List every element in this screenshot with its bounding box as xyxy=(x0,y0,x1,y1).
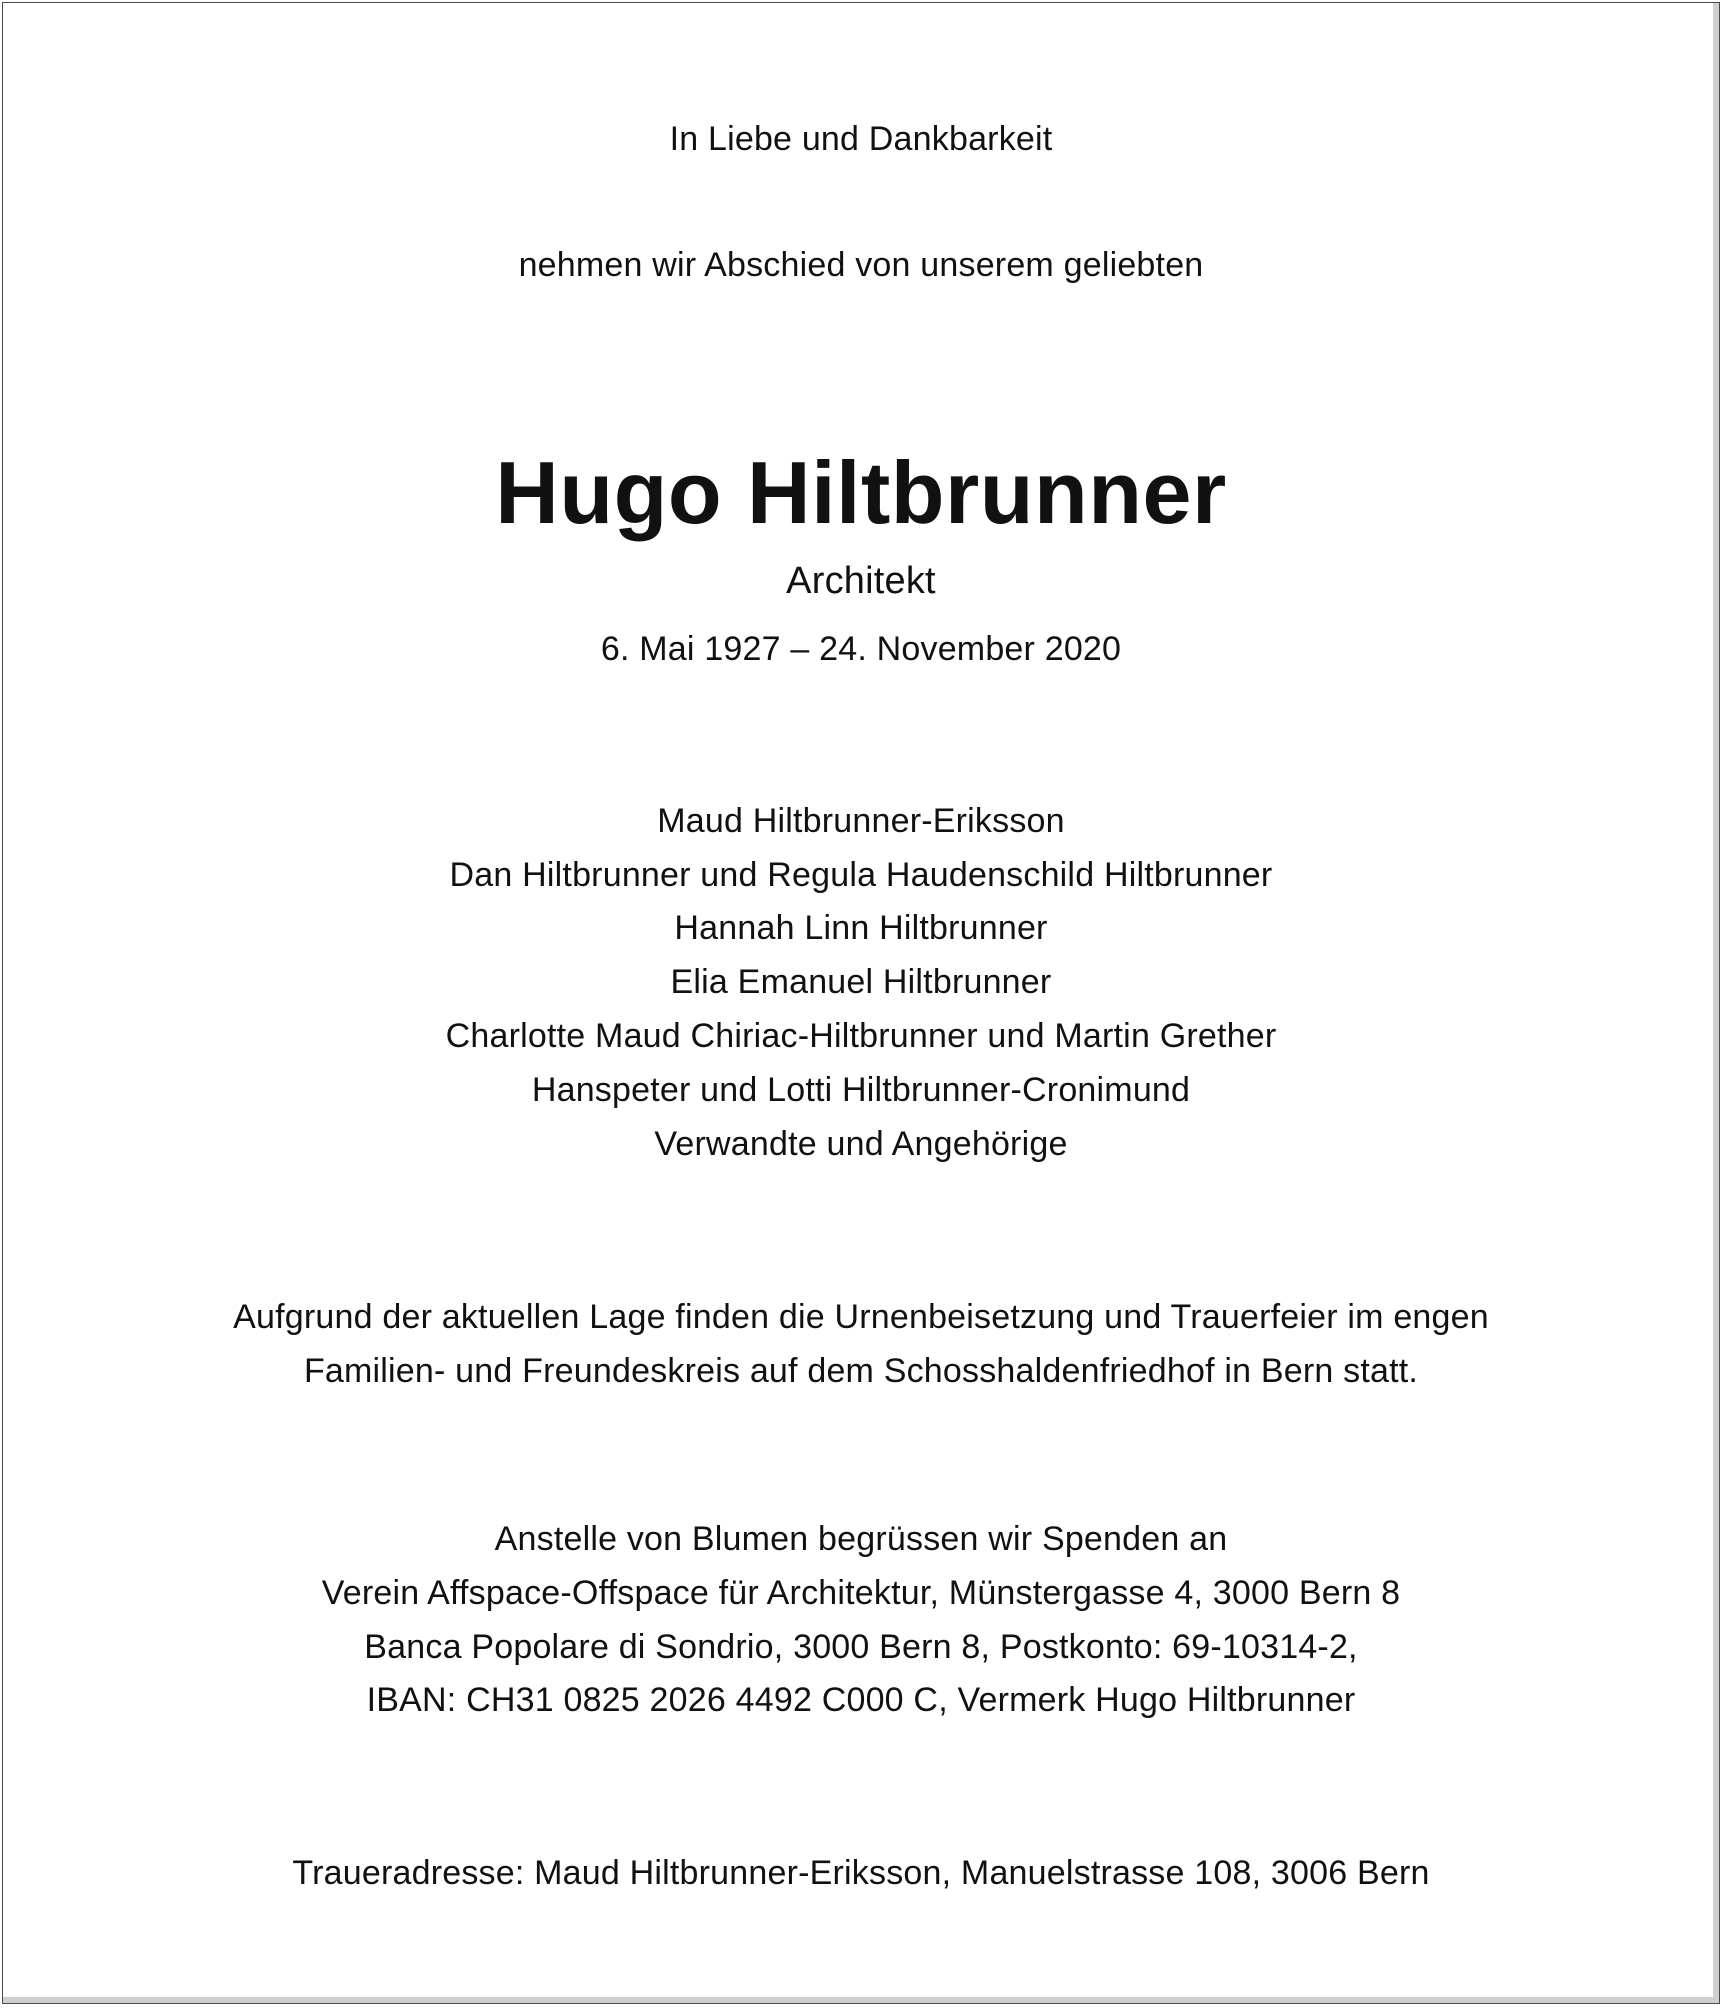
mourner-line: Verwandte und Angehörige xyxy=(654,1125,1068,1163)
deceased-dates: 6. Mai 1927 – 24. November 2020 xyxy=(600,630,1122,668)
mourning-address: Traueradresse: Maud Hiltbrunner-Eriksson, Manuelstrasse 108, 3006 Bern xyxy=(292,1854,1430,1892)
mourner-line: Maud Hiltbrunner-Eriksson xyxy=(657,802,1065,840)
donation-line: Anstelle von Blumen begrüssen wir Spenden an xyxy=(494,1520,1228,1558)
donation-line: Banca Popolare di Sondrio, 3000 Bern 8, Postkonto: 69-10314-2, xyxy=(364,1628,1358,1666)
mourner-line: Hannah Linn Hiltbrunner xyxy=(674,909,1048,947)
deceased-profession: Architekt xyxy=(786,560,936,602)
mourner-line: Hanspeter und Lotti Hiltbrunner-Cronimund xyxy=(531,1071,1191,1109)
intro-line-2: nehmen wir Abschied von unserem geliebten xyxy=(518,246,1204,284)
mourner-line: Charlotte Maud Chiriac-Hiltbrunner und Martin Grether xyxy=(445,1017,1277,1055)
donation-line: Verein Affspace-Offspace für Architektur, Münstergasse 4, 3000 Bern 8 xyxy=(321,1574,1401,1612)
deceased-name: Hugo Hiltbrunner xyxy=(495,443,1227,542)
ceremony-line: Aufgrund der aktuellen Lage finden die Urnenbeisetzung und Trauerfeier im engen xyxy=(233,1298,1489,1336)
mourner-line: Dan Hiltbrunner und Regula Haudenschild Hiltbrunner xyxy=(449,856,1273,894)
mourner-line: Elia Emanuel Hiltbrunner xyxy=(670,963,1052,1001)
intro-line-1: In Liebe und Dankbarkeit xyxy=(669,120,1053,158)
ceremony-line: Familien- und Freundeskreis auf dem Schosshaldenfriedhof in Bern statt. xyxy=(303,1352,1419,1390)
donation-line: IBAN: CH31 0825 2026 4492 C000 C, Vermerk Hugo Hiltbrunner xyxy=(366,1681,1356,1719)
obituary-notice xyxy=(2,2,1720,2004)
